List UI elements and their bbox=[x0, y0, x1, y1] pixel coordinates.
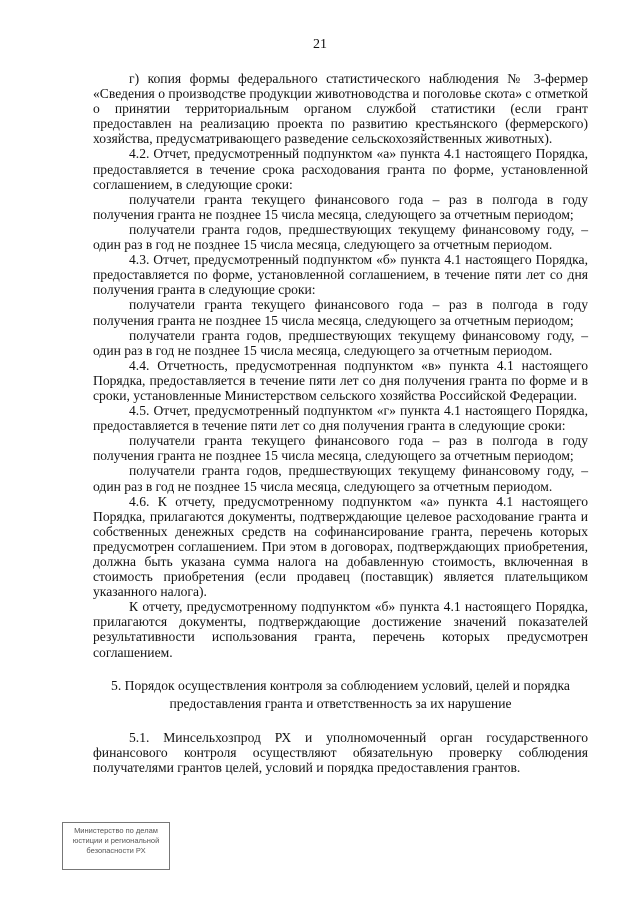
stamp-line: Министерство по делам bbox=[74, 826, 158, 835]
section-heading: 5. Порядок осуществления контроля за соблюдением условий, целей и порядка предоставления гранта и ответственность за их нарушение bbox=[111, 677, 570, 711]
paragraph: 4.4. Отчетность, предусмотренная подпунктом «в» пункта 4.1 настоящего Порядка, предоставляется в течение пяти лет со дня получения гранта по форме и в сроки, установленные Министерством сельского хозяйства Российской Федерации. bbox=[93, 357, 588, 403]
paragraph: г) копия формы федерального статистического наблюдения № 3-фермер «Сведения о производстве продукции животноводства и поголовье скота» с отметкой о принятии территориальным органом службой статистики (если грант предоставлен на реализацию проекта по развитию крестьянского (фермерского) хозяйства, предусматривающего разведение сельскохозяйственных животных). bbox=[93, 71, 588, 147]
paragraph: 4.6. К отчету, предусмотренному подпунктом «а» пункта 4.1 настоящего Порядка, прилагаются документы, подтверждающие целевое расходование гранта и собственных денежных средств на софинансирование гранта, перечень которых предусмотрен соглашением. При этом в договорах, подтверждающих приобретения, должна быть указана сумма налога на добавленную стоимость, включенная в стоимость приобретения (если продавец (поставщик) является плательщиком указанного налога). bbox=[93, 493, 588, 600]
paragraph: получатели гранта текущего финансового года – раз в полгода в году получения гранта не позднее 15 числа месяца, следующего за отчетным периодом; bbox=[93, 297, 588, 328]
paragraph: получатели гранта годов, предшествующих текущему финансовому году, – один раз в год не позднее 15 числа месяца, следующего за отчетным периодом. bbox=[93, 327, 588, 358]
registration-stamp bbox=[62, 822, 170, 870]
page-number: 21 bbox=[313, 37, 327, 52]
paragraph: получатели гранта годов, предшествующих текущему финансовому году, – один раз в год не позднее 15 числа месяца, следующего за отчетным периодом. bbox=[93, 463, 588, 494]
paragraph: получатели гранта текущего финансового года – раз в полгода в году получения гранта не позднее 15 числа месяца, следующего за отчетным периодом; bbox=[93, 191, 588, 222]
paragraph: получатели гранта годов, предшествующих текущему финансовому году, – один раз в год не позднее 15 числа месяца, следующего за отчетным периодом. bbox=[93, 221, 588, 253]
stamp-line: безопасности РХ bbox=[86, 846, 146, 855]
paragraph: 5.1. Минсельхозпрод РХ и уполномоченный орган государственного финансового контроля осуществляют обязательную проверку соблюдения получателями грантов целей, условий и порядка предоставления грантов. bbox=[93, 729, 588, 775]
paragraph: 4.2. Отчет, предусмотренный подпунктом «а» пункта 4.1 настоящего Порядка, предоставляется в течение срока расходования гранта по форме, установленной соглашением, в следующие сроки: bbox=[93, 146, 588, 192]
document-body bbox=[93, 71, 588, 775]
paragraph: 4.3. Отчет, предусмотренный подпунктом «б» пункта 4.1 настоящего Порядка, предоставляется по форме, установленной соглашением, в течение пяти лет со дня получения гранта в следующие сроки: bbox=[93, 252, 588, 298]
paragraph: К отчету, предусмотренному подпунктом «б» пункта 4.1 настоящего Порядка, прилагаются документы, подтверждающие достижение значений показателей результативности использования гранта, перечень которых предусмотрен соглашением. bbox=[93, 599, 588, 660]
stamp-line: юстиции и региональной bbox=[72, 836, 160, 845]
paragraph: 4.5. Отчет, предусмотренный подпунктом «г» пункта 4.1 настоящего Порядка, предоставляется в течение пяти лет со дня получения гранта в следующие сроки: bbox=[93, 403, 588, 434]
paragraph: получатели гранта текущего финансового года – раз в полгода в году получения гранта не позднее 15 числа месяца, следующего за отчетным периодом; bbox=[93, 433, 588, 464]
